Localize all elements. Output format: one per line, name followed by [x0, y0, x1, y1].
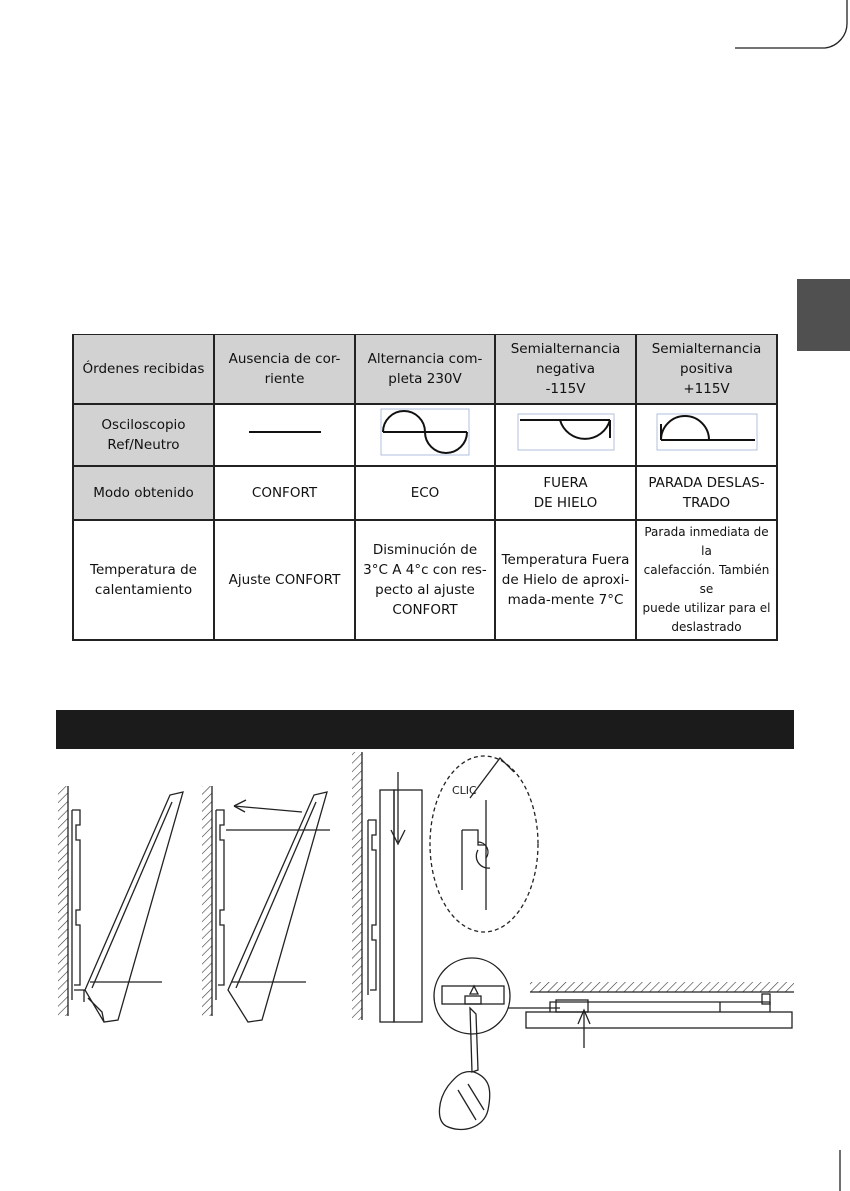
temp-eco: Disminución de 3°C A 4°c con res- pecto al ajuste CONFORT: [355, 520, 495, 640]
bottom-right-trim-mark: [780, 1150, 850, 1191]
clic-detail-circle: [430, 756, 538, 932]
bracket-1: [72, 810, 84, 1002]
waveform-none: [214, 404, 355, 466]
header-alternancia: Alternancia com- pleta 230V: [355, 335, 495, 404]
top-right-trim-mark: [735, 0, 850, 60]
wall-3: [352, 752, 362, 1020]
mode-fuera-hielo: FUERA DE HIELO: [495, 466, 636, 520]
flat-line-icon: [245, 417, 325, 447]
temp-parada: Parada inmediata de la calefacción. También se puede utilizar para el deslastrado: [636, 520, 777, 640]
mode-row: [73, 466, 777, 520]
oscilloscope-label: Osciloscopio Ref/Neutro: [73, 404, 214, 466]
bracket-3: [368, 820, 376, 995]
heater-1: [85, 792, 183, 1022]
oscilloscope-row: [73, 404, 777, 466]
positive-half-icon: [655, 412, 759, 452]
heater-2: [226, 792, 330, 1022]
heater-3: [380, 790, 422, 1022]
header-ausencia: Ausencia de cor- riente: [214, 335, 355, 404]
arrow-down-icon: [391, 772, 405, 844]
header-ordenes: Órdenes recibidas: [73, 335, 214, 404]
header-semi-negativa: Semialternancia negativa -115V: [495, 335, 636, 404]
full-sine-icon: [379, 407, 471, 457]
mode-parada: PARADA DESLAS- TRADO: [636, 466, 777, 520]
orders-table: [72, 334, 778, 641]
mode-eco: ECO: [355, 466, 495, 520]
section-header-bar: [56, 710, 794, 749]
ceiling-detail: [508, 982, 794, 1028]
negative-half-icon: [516, 412, 616, 452]
header-row: [73, 335, 777, 404]
mode-confort: CONFORT: [214, 466, 355, 520]
temperature-label: Temperatura de calentamiento: [73, 520, 214, 640]
screwdriver-icon: [439, 1008, 489, 1129]
temp-confort: Ajuste CONFORT: [214, 520, 355, 640]
waveform-full: [355, 404, 495, 466]
chapter-tab: [797, 279, 850, 351]
bracket-2: [216, 810, 224, 1000]
arrow-up-left-icon: [234, 800, 302, 812]
wall-2: [202, 786, 212, 1016]
clic-label: CLIC: [452, 784, 477, 797]
lock-detail-circle: [434, 958, 510, 1034]
waveform-negative: [495, 404, 636, 466]
waveform-positive: [636, 404, 777, 466]
temp-fuera-hielo: Temperatura Fuera de Hielo de aproxi- mada-mente 7°C: [495, 520, 636, 640]
arrow-up-icon: [578, 1010, 590, 1048]
mode-label: Modo obtenido: [73, 466, 214, 520]
header-semi-positiva: Semialternancia positiva +115V: [636, 335, 777, 404]
temperature-row: [73, 520, 777, 640]
wall-1: [58, 786, 68, 1016]
installation-illustration: [0, 750, 850, 1150]
